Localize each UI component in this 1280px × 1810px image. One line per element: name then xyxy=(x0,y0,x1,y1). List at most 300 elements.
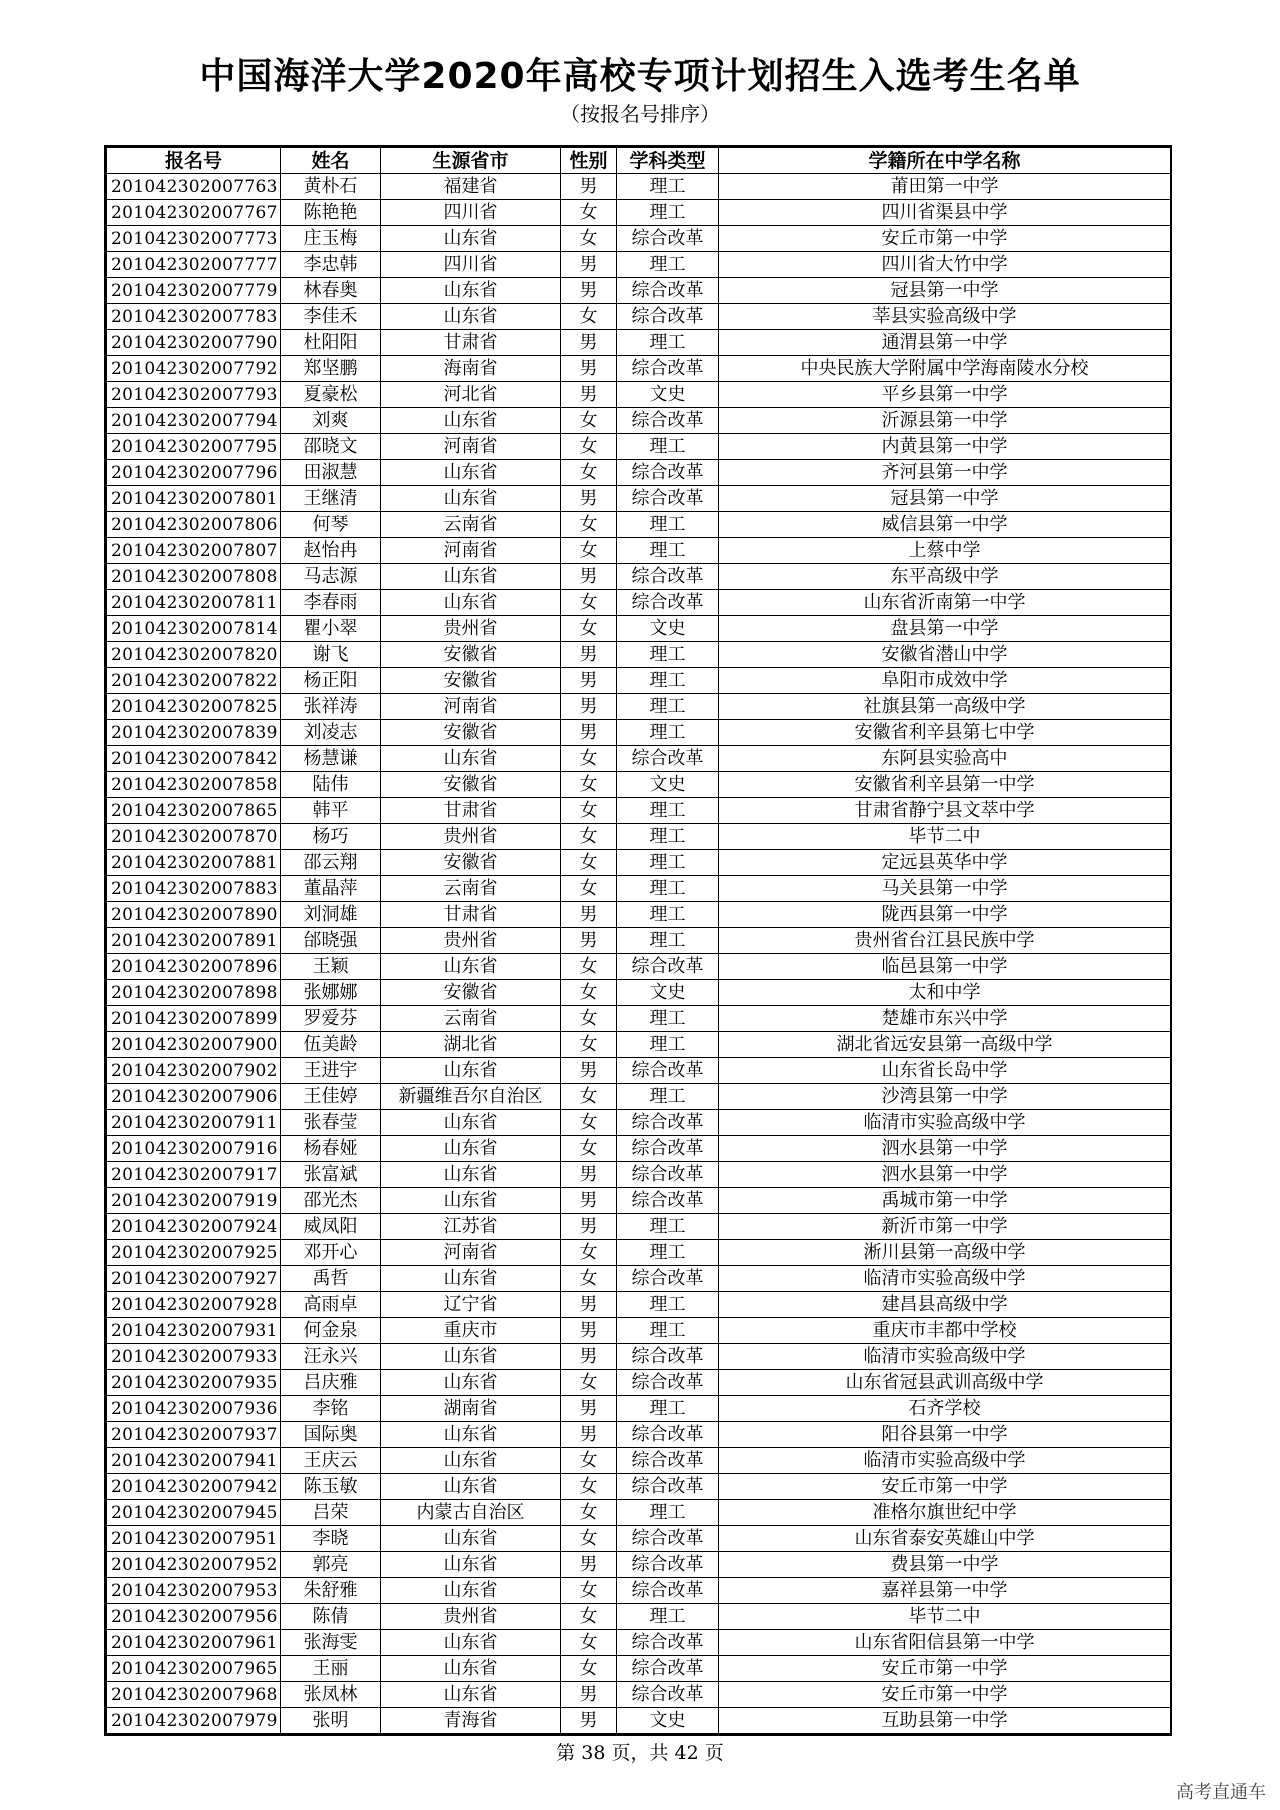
name-cell: 李铭 xyxy=(281,1396,381,1422)
name-cell: 王继清 xyxy=(281,486,381,512)
province-cell: 山东省 xyxy=(381,746,561,772)
registration-number-cell: 201042302007928 xyxy=(107,1292,281,1318)
gender-cell: 男 xyxy=(561,564,617,590)
table-row xyxy=(107,1162,1171,1188)
name-cell: 邰晓强 xyxy=(281,928,381,954)
subject-type-cell: 综合改革 xyxy=(617,1422,719,1448)
subject-type-cell: 综合改革 xyxy=(617,356,719,382)
school-cell: 社旗县第一高级中学 xyxy=(719,694,1171,720)
school-cell: 中央民族大学附属中学海南陵水分校 xyxy=(719,356,1171,382)
school-cell: 威信县第一中学 xyxy=(719,512,1171,538)
name-cell: 威凤阳 xyxy=(281,1214,381,1240)
province-cell: 山东省 xyxy=(381,1136,561,1162)
province-cell: 山东省 xyxy=(381,1110,561,1136)
school-cell: 安徽省利辛县第七中学 xyxy=(719,720,1171,746)
watermark-text: 高考直通车 xyxy=(1176,1782,1266,1803)
province-cell: 甘肃省 xyxy=(381,902,561,928)
registration-number-cell: 201042302007807 xyxy=(107,538,281,564)
subject-type-cell: 理工 xyxy=(617,512,719,538)
province-cell: 河北省 xyxy=(381,382,561,408)
name-cell: 李晓 xyxy=(281,1526,381,1552)
name-cell: 汪永兴 xyxy=(281,1344,381,1370)
school-cell: 山东省泰安英雄山中学 xyxy=(719,1526,1171,1552)
name-cell: 赵怡冉 xyxy=(281,538,381,564)
registration-number-cell: 201042302007808 xyxy=(107,564,281,590)
school-cell: 山东省沂南第一中学 xyxy=(719,590,1171,616)
table-row xyxy=(107,512,1171,538)
subject-type-cell: 理工 xyxy=(617,1292,719,1318)
province-cell: 山东省 xyxy=(381,1578,561,1604)
subject-type-cell: 文史 xyxy=(617,382,719,408)
province-cell: 海南省 xyxy=(381,356,561,382)
name-cell: 谢飞 xyxy=(281,642,381,668)
school-cell: 泗水县第一中学 xyxy=(719,1162,1171,1188)
subject-type-cell: 综合改革 xyxy=(617,1552,719,1578)
name-cell: 邵晓文 xyxy=(281,434,381,460)
registration-number-cell: 201042302007839 xyxy=(107,720,281,746)
province-cell: 青海省 xyxy=(381,1708,561,1734)
subject-type-cell: 理工 xyxy=(617,824,719,850)
subject-type-cell: 综合改革 xyxy=(617,1188,719,1214)
gender-cell: 女 xyxy=(561,460,617,486)
gender-cell: 男 xyxy=(561,1552,617,1578)
table-header-row xyxy=(107,148,1171,174)
gender-cell: 男 xyxy=(561,382,617,408)
name-cell: 陈倩 xyxy=(281,1604,381,1630)
province-cell: 山东省 xyxy=(381,1188,561,1214)
table-row xyxy=(107,1266,1171,1292)
name-cell: 何琴 xyxy=(281,512,381,538)
province-cell: 山东省 xyxy=(381,1058,561,1084)
table-row xyxy=(107,980,1171,1006)
registration-number-cell: 201042302007858 xyxy=(107,772,281,798)
subject-type-cell: 理工 xyxy=(617,928,719,954)
registration-number-cell: 201042302007814 xyxy=(107,616,281,642)
registration-number-cell: 201042302007790 xyxy=(107,330,281,356)
registration-number-cell: 201042302007945 xyxy=(107,1500,281,1526)
subject-type-cell: 理工 xyxy=(617,538,719,564)
page-number-footer: 第 38 页，共 42 页 xyxy=(556,1742,724,1764)
province-cell: 山东省 xyxy=(381,1344,561,1370)
province-cell: 贵州省 xyxy=(381,928,561,954)
table-row xyxy=(107,1448,1171,1474)
table-row xyxy=(107,278,1171,304)
province-cell: 山东省 xyxy=(381,1630,561,1656)
gender-cell: 男 xyxy=(561,1422,617,1448)
subject-type-cell: 综合改革 xyxy=(617,1344,719,1370)
province-cell: 山东省 xyxy=(381,564,561,590)
subject-type-cell: 理工 xyxy=(617,642,719,668)
table-row xyxy=(107,1656,1171,1682)
subject-type-cell: 理工 xyxy=(617,434,719,460)
subject-type-cell: 理工 xyxy=(617,1604,719,1630)
province-cell: 安徽省 xyxy=(381,850,561,876)
gender-cell: 女 xyxy=(561,1084,617,1110)
name-cell: 刘洞雄 xyxy=(281,902,381,928)
name-cell: 陈艳艳 xyxy=(281,200,381,226)
subject-type-cell: 综合改革 xyxy=(617,304,719,330)
registration-number-cell: 201042302007933 xyxy=(107,1344,281,1370)
page-subtitle: （按报名号排序） xyxy=(560,102,720,126)
subject-type-cell: 综合改革 xyxy=(617,278,719,304)
name-cell: 杨正阳 xyxy=(281,668,381,694)
column-header-gender: 性别 xyxy=(561,148,617,174)
province-cell: 山东省 xyxy=(381,1552,561,1578)
subject-type-cell: 综合改革 xyxy=(617,226,719,252)
name-cell: 张春莹 xyxy=(281,1110,381,1136)
school-cell: 安丘市第一中学 xyxy=(719,1474,1171,1500)
subject-type-cell: 综合改革 xyxy=(617,1474,719,1500)
registration-number-cell: 201042302007936 xyxy=(107,1396,281,1422)
subject-type-cell: 综合改革 xyxy=(617,460,719,486)
subject-type-cell: 理工 xyxy=(617,694,719,720)
school-cell: 太和中学 xyxy=(719,980,1171,1006)
gender-cell: 女 xyxy=(561,1110,617,1136)
school-cell: 临清市实验高级中学 xyxy=(719,1344,1171,1370)
registration-number-cell: 201042302007979 xyxy=(107,1708,281,1734)
province-cell: 山东省 xyxy=(381,1474,561,1500)
school-cell: 山东省阳信县第一中学 xyxy=(719,1630,1171,1656)
subject-type-cell: 理工 xyxy=(617,1006,719,1032)
table-row xyxy=(107,1396,1171,1422)
name-cell: 王庆云 xyxy=(281,1448,381,1474)
admission-table xyxy=(106,147,1171,1734)
registration-number-cell: 201042302007927 xyxy=(107,1266,281,1292)
subject-type-cell: 综合改革 xyxy=(617,1162,719,1188)
school-cell: 山东省冠县武训高级中学 xyxy=(719,1370,1171,1396)
school-cell: 新沂市第一中学 xyxy=(719,1214,1171,1240)
name-cell: 杨巧 xyxy=(281,824,381,850)
table-row xyxy=(107,876,1171,902)
registration-number-cell: 201042302007956 xyxy=(107,1604,281,1630)
registration-number-cell: 201042302007919 xyxy=(107,1188,281,1214)
school-cell: 临清市实验高级中学 xyxy=(719,1448,1171,1474)
gender-cell: 女 xyxy=(561,616,617,642)
school-cell: 东阿县实验高中 xyxy=(719,746,1171,772)
name-cell: 张祥涛 xyxy=(281,694,381,720)
school-cell: 安徽省利辛县第一中学 xyxy=(719,772,1171,798)
subject-type-cell: 文史 xyxy=(617,616,719,642)
school-cell: 沙湾县第一中学 xyxy=(719,1084,1171,1110)
table-row xyxy=(107,824,1171,850)
school-cell: 四川省渠县中学 xyxy=(719,200,1171,226)
table-row xyxy=(107,1370,1171,1396)
subject-type-cell: 综合改革 xyxy=(617,564,719,590)
province-cell: 甘肃省 xyxy=(381,798,561,824)
province-cell: 新疆维吾尔自治区 xyxy=(381,1084,561,1110)
gender-cell: 女 xyxy=(561,1500,617,1526)
province-cell: 安徽省 xyxy=(381,668,561,694)
subject-type-cell: 综合改革 xyxy=(617,1110,719,1136)
gender-cell: 女 xyxy=(561,772,617,798)
column-header-registration-number: 报名号 xyxy=(107,148,281,174)
table-row xyxy=(107,1526,1171,1552)
name-cell: 庄玉梅 xyxy=(281,226,381,252)
school-cell: 四川省大竹中学 xyxy=(719,252,1171,278)
table-row xyxy=(107,642,1171,668)
gender-cell: 女 xyxy=(561,512,617,538)
admission-table-container xyxy=(104,145,1172,1736)
table-row xyxy=(107,1136,1171,1162)
gender-cell: 男 xyxy=(561,1708,617,1734)
column-header-subject-type: 学科类型 xyxy=(617,148,719,174)
registration-number-cell: 201042302007906 xyxy=(107,1084,281,1110)
province-cell: 河南省 xyxy=(381,434,561,460)
registration-number-cell: 201042302007779 xyxy=(107,278,281,304)
registration-number-cell: 201042302007870 xyxy=(107,824,281,850)
province-cell: 贵州省 xyxy=(381,616,561,642)
school-cell: 马关县第一中学 xyxy=(719,876,1171,902)
table-body xyxy=(107,174,1171,1734)
gender-cell: 女 xyxy=(561,1474,617,1500)
registration-number-cell: 201042302007916 xyxy=(107,1136,281,1162)
school-cell: 建昌县高级中学 xyxy=(719,1292,1171,1318)
gender-cell: 男 xyxy=(561,1188,617,1214)
registration-number-cell: 201042302007796 xyxy=(107,460,281,486)
gender-cell: 女 xyxy=(561,200,617,226)
province-cell: 山东省 xyxy=(381,304,561,330)
gender-cell: 男 xyxy=(561,252,617,278)
registration-number-cell: 201042302007953 xyxy=(107,1578,281,1604)
school-cell: 冠县第一中学 xyxy=(719,486,1171,512)
name-cell: 刘凌志 xyxy=(281,720,381,746)
school-cell: 楚雄市东兴中学 xyxy=(719,1006,1171,1032)
province-cell: 山东省 xyxy=(381,226,561,252)
school-cell: 淅川县第一高级中学 xyxy=(719,1240,1171,1266)
name-cell: 张娜娜 xyxy=(281,980,381,1006)
province-cell: 重庆市 xyxy=(381,1318,561,1344)
table-row xyxy=(107,1604,1171,1630)
name-cell: 何金泉 xyxy=(281,1318,381,1344)
name-cell: 吕庆雅 xyxy=(281,1370,381,1396)
gender-cell: 女 xyxy=(561,1006,617,1032)
table-row xyxy=(107,954,1171,980)
subject-type-cell: 理工 xyxy=(617,252,719,278)
table-row xyxy=(107,1500,1171,1526)
province-cell: 河南省 xyxy=(381,1240,561,1266)
gender-cell: 女 xyxy=(561,1630,617,1656)
gender-cell: 女 xyxy=(561,980,617,1006)
registration-number-cell: 201042302007865 xyxy=(107,798,281,824)
subject-type-cell: 理工 xyxy=(617,1396,719,1422)
name-cell: 杜阳阳 xyxy=(281,330,381,356)
subject-type-cell: 文史 xyxy=(617,1708,719,1734)
gender-cell: 女 xyxy=(561,538,617,564)
registration-number-cell: 201042302007811 xyxy=(107,590,281,616)
registration-number-cell: 201042302007898 xyxy=(107,980,281,1006)
school-cell: 安丘市第一中学 xyxy=(719,226,1171,252)
gender-cell: 男 xyxy=(561,356,617,382)
name-cell: 王进宇 xyxy=(281,1058,381,1084)
name-cell: 郭亮 xyxy=(281,1552,381,1578)
gender-cell: 女 xyxy=(561,434,617,460)
registration-number-cell: 201042302007965 xyxy=(107,1656,281,1682)
province-cell: 贵州省 xyxy=(381,824,561,850)
table-row xyxy=(107,356,1171,382)
name-cell: 张凤林 xyxy=(281,1682,381,1708)
table-row xyxy=(107,850,1171,876)
table-row xyxy=(107,1292,1171,1318)
table-row xyxy=(107,174,1171,200)
registration-number-cell: 201042302007822 xyxy=(107,668,281,694)
province-cell: 山东省 xyxy=(381,1656,561,1682)
name-cell: 邵云翔 xyxy=(281,850,381,876)
subject-type-cell: 理工 xyxy=(617,330,719,356)
gender-cell: 女 xyxy=(561,1578,617,1604)
subject-type-cell: 文史 xyxy=(617,980,719,1006)
subject-type-cell: 综合改革 xyxy=(617,746,719,772)
gender-cell: 女 xyxy=(561,876,617,902)
registration-number-cell: 201042302007795 xyxy=(107,434,281,460)
table-row xyxy=(107,330,1171,356)
subject-type-cell: 理工 xyxy=(617,1240,719,1266)
table-row xyxy=(107,304,1171,330)
school-cell: 毕节二中 xyxy=(719,824,1171,850)
school-cell: 上蔡中学 xyxy=(719,538,1171,564)
province-cell: 甘肃省 xyxy=(381,330,561,356)
name-cell: 国际奥 xyxy=(281,1422,381,1448)
school-cell: 泗水县第一中学 xyxy=(719,1136,1171,1162)
table-row xyxy=(107,668,1171,694)
name-cell: 田淑慧 xyxy=(281,460,381,486)
table-row xyxy=(107,408,1171,434)
province-cell: 山东省 xyxy=(381,1526,561,1552)
gender-cell: 女 xyxy=(561,954,617,980)
subject-type-cell: 理工 xyxy=(617,1318,719,1344)
table-row xyxy=(107,1214,1171,1240)
gender-cell: 男 xyxy=(561,174,617,200)
subject-type-cell: 综合改革 xyxy=(617,954,719,980)
registration-number-cell: 201042302007935 xyxy=(107,1370,281,1396)
gender-cell: 男 xyxy=(561,720,617,746)
table-row xyxy=(107,564,1171,590)
school-cell: 费县第一中学 xyxy=(719,1552,1171,1578)
page-title: 中国海洋大学2020年高校专项计划招生入选考生名单 xyxy=(199,56,1081,97)
province-cell: 四川省 xyxy=(381,200,561,226)
table-row xyxy=(107,590,1171,616)
registration-number-cell: 201042302007763 xyxy=(107,174,281,200)
school-cell: 临清市实验高级中学 xyxy=(719,1110,1171,1136)
subject-type-cell: 理工 xyxy=(617,876,719,902)
province-cell: 山东省 xyxy=(381,278,561,304)
gender-cell: 女 xyxy=(561,1136,617,1162)
gender-cell: 女 xyxy=(561,824,617,850)
province-cell: 河南省 xyxy=(381,538,561,564)
name-cell: 禹哲 xyxy=(281,1266,381,1292)
school-cell: 贵州省台江县民族中学 xyxy=(719,928,1171,954)
subject-type-cell: 理工 xyxy=(617,902,719,928)
column-header-school: 学籍所在中学名称 xyxy=(719,148,1171,174)
gender-cell: 男 xyxy=(561,902,617,928)
province-cell: 山东省 xyxy=(381,1370,561,1396)
name-cell: 罗爱芬 xyxy=(281,1006,381,1032)
name-cell: 夏豪松 xyxy=(281,382,381,408)
registration-number-cell: 201042302007925 xyxy=(107,1240,281,1266)
gender-cell: 男 xyxy=(561,1292,617,1318)
gender-cell: 女 xyxy=(561,1370,617,1396)
table-row xyxy=(107,460,1171,486)
registration-number-cell: 201042302007900 xyxy=(107,1032,281,1058)
school-cell: 陇西县第一中学 xyxy=(719,902,1171,928)
registration-number-cell: 201042302007767 xyxy=(107,200,281,226)
registration-number-cell: 201042302007961 xyxy=(107,1630,281,1656)
subject-type-cell: 综合改革 xyxy=(617,1656,719,1682)
province-cell: 云南省 xyxy=(381,876,561,902)
subject-type-cell: 理工 xyxy=(617,1084,719,1110)
gender-cell: 男 xyxy=(561,928,617,954)
gender-cell: 男 xyxy=(561,668,617,694)
table-row xyxy=(107,720,1171,746)
registration-number-cell: 201042302007941 xyxy=(107,1448,281,1474)
name-cell: 张明 xyxy=(281,1708,381,1734)
subject-type-cell: 综合改革 xyxy=(617,1266,719,1292)
table-row xyxy=(107,616,1171,642)
table-row xyxy=(107,486,1171,512)
subject-type-cell: 综合改革 xyxy=(617,486,719,512)
gender-cell: 女 xyxy=(561,1240,617,1266)
name-cell: 陆伟 xyxy=(281,772,381,798)
school-cell: 临邑县第一中学 xyxy=(719,954,1171,980)
table-row xyxy=(107,1344,1171,1370)
registration-number-cell: 201042302007968 xyxy=(107,1682,281,1708)
school-cell: 石齐学校 xyxy=(719,1396,1171,1422)
name-cell: 王颖 xyxy=(281,954,381,980)
table-row xyxy=(107,538,1171,564)
name-cell: 李佳禾 xyxy=(281,304,381,330)
table-row xyxy=(107,226,1171,252)
registration-number-cell: 201042302007924 xyxy=(107,1214,281,1240)
subject-type-cell: 综合改革 xyxy=(617,1630,719,1656)
name-cell: 朱舒雅 xyxy=(281,1578,381,1604)
table-row xyxy=(107,1630,1171,1656)
province-cell: 安徽省 xyxy=(381,980,561,1006)
subject-type-cell: 综合改革 xyxy=(617,1448,719,1474)
registration-number-cell: 201042302007801 xyxy=(107,486,281,512)
province-cell: 山东省 xyxy=(381,1162,561,1188)
name-cell: 韩平 xyxy=(281,798,381,824)
province-cell: 江苏省 xyxy=(381,1214,561,1240)
school-cell: 湖北省远安县第一高级中学 xyxy=(719,1032,1171,1058)
name-cell: 邓开心 xyxy=(281,1240,381,1266)
school-cell: 盘县第一中学 xyxy=(719,616,1171,642)
registration-number-cell: 201042302007917 xyxy=(107,1162,281,1188)
subject-type-cell: 综合改革 xyxy=(617,1370,719,1396)
gender-cell: 女 xyxy=(561,1032,617,1058)
name-cell: 黄朴石 xyxy=(281,174,381,200)
registration-number-cell: 201042302007806 xyxy=(107,512,281,538)
subject-type-cell: 理工 xyxy=(617,200,719,226)
subject-type-cell: 综合改革 xyxy=(617,1058,719,1084)
registration-number-cell: 201042302007794 xyxy=(107,408,281,434)
school-cell: 沂源县第一中学 xyxy=(719,408,1171,434)
province-cell: 云南省 xyxy=(381,512,561,538)
registration-number-cell: 201042302007899 xyxy=(107,1006,281,1032)
name-cell: 吕荣 xyxy=(281,1500,381,1526)
table-row xyxy=(107,902,1171,928)
table-row xyxy=(107,1422,1171,1448)
school-cell: 内黄县第一中学 xyxy=(719,434,1171,460)
school-cell: 毕节二中 xyxy=(719,1604,1171,1630)
subject-type-cell: 文史 xyxy=(617,772,719,798)
registration-number-cell: 201042302007883 xyxy=(107,876,281,902)
registration-number-cell: 201042302007825 xyxy=(107,694,281,720)
registration-number-cell: 201042302007792 xyxy=(107,356,281,382)
subject-type-cell: 综合改革 xyxy=(617,1526,719,1552)
table-row xyxy=(107,1188,1171,1214)
province-cell: 安徽省 xyxy=(381,642,561,668)
name-cell: 李忠韩 xyxy=(281,252,381,278)
registration-number-cell: 201042302007881 xyxy=(107,850,281,876)
